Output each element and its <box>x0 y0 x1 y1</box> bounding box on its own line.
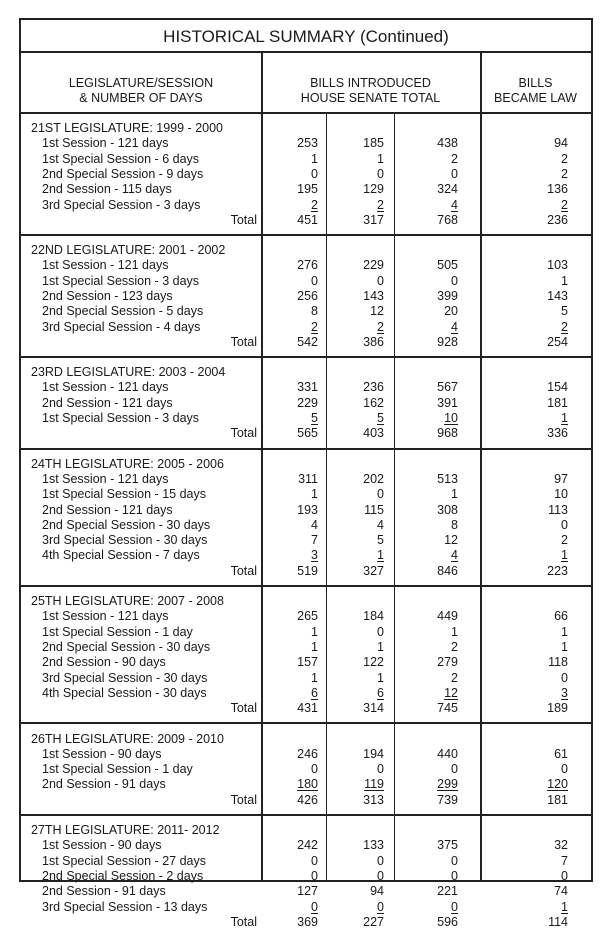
senate-count: 236 <box>363 380 384 395</box>
legislature-heading <box>21 243 591 258</box>
session-label: 3rd Special Session - 13 days <box>42 899 208 914</box>
table-row <box>21 396 591 411</box>
law-count: 181 <box>547 395 568 410</box>
law-total: 223 <box>547 563 568 578</box>
house-total: 565 <box>297 426 318 441</box>
session-label: 1st Session - 121 days <box>42 471 169 486</box>
legislature-title: 23RD LEGISLATURE: 2003 - 2004 <box>31 365 226 380</box>
house-count: 1 <box>311 624 318 639</box>
session-label: 4th Special Session - 7 days <box>42 548 200 563</box>
header-legislature-session <box>21 53 261 114</box>
session-label: 2nd Session - 90 days <box>42 655 166 670</box>
session-label: 2nd Special Session - 5 days <box>42 304 204 319</box>
column-divider <box>261 53 263 882</box>
senate-total: 227 <box>363 914 384 929</box>
senate-count: 185 <box>363 136 384 151</box>
law-count: 1 <box>561 899 568 914</box>
table-row <box>21 533 591 548</box>
law-count: 143 <box>547 288 568 303</box>
legislature-heading <box>21 823 591 838</box>
house-count: 5 <box>311 411 318 426</box>
law-count: 3 <box>561 685 568 700</box>
house-count: 3 <box>311 548 318 563</box>
total-count: 10 <box>444 411 458 426</box>
legislature-heading <box>21 121 591 136</box>
senate-total: 317 <box>363 212 384 227</box>
session-label: 2nd Session - 123 days <box>42 288 173 303</box>
table-row <box>21 380 591 395</box>
table-row <box>21 182 591 197</box>
senate-count: 122 <box>363 655 384 670</box>
house-count: 127 <box>297 884 318 899</box>
total-count: 12 <box>444 533 458 548</box>
house-count: 195 <box>297 182 318 197</box>
total-total: 968 <box>437 426 458 441</box>
header-col2-line1: BILLS INTRODUCED <box>310 76 431 90</box>
total-row <box>21 426 591 441</box>
house-count: 1 <box>311 151 318 166</box>
senate-count: 194 <box>363 746 384 761</box>
senate-count: 1 <box>377 670 384 685</box>
house-count: 0 <box>311 853 318 868</box>
table-row <box>21 320 591 335</box>
total-count: 513 <box>437 471 458 486</box>
senate-total: 386 <box>363 334 384 349</box>
law-count: 118 <box>548 655 568 670</box>
table-row <box>21 487 591 502</box>
senate-total: 313 <box>363 792 384 807</box>
total-count: 1 <box>451 487 458 502</box>
house-count: 253 <box>297 136 318 151</box>
house-count: 0 <box>311 273 318 288</box>
table-row <box>21 472 591 487</box>
legislature-section <box>21 816 591 938</box>
house-count: 229 <box>297 395 318 410</box>
total-count: 4 <box>451 319 458 334</box>
session-label: 1st Session - 90 days <box>42 838 162 853</box>
header-bills-introduced <box>261 53 480 114</box>
total-count: 449 <box>437 609 458 624</box>
house-count: 157 <box>297 655 318 670</box>
total-total: 745 <box>437 701 458 716</box>
session-label: 1st Session - 121 days <box>42 609 169 624</box>
session-label: 2nd Special Session - 9 days <box>42 166 204 181</box>
law-total: 114 <box>548 914 568 929</box>
law-count: 74 <box>554 884 568 899</box>
table-row <box>21 900 591 915</box>
session-label: 1st Session - 121 days <box>42 380 169 395</box>
session-label: 2nd Special Session - 2 days <box>42 868 204 883</box>
law-count: 94 <box>554 136 568 151</box>
table-row <box>21 686 591 701</box>
senate-count: 229 <box>363 258 384 273</box>
header-bills-became-law <box>480 53 591 114</box>
senate-count: 119 <box>364 777 384 792</box>
session-label: 3rd Special Session - 4 days <box>42 319 201 334</box>
total-count: 438 <box>437 136 458 151</box>
legislature-title: 26TH LEGISLATURE: 2009 - 2010 <box>31 731 224 746</box>
house-total: 542 <box>297 334 318 349</box>
table-row <box>21 609 591 624</box>
table-row <box>21 671 591 686</box>
session-label: 1st Special Session - 1 day <box>42 624 193 639</box>
total-count: 0 <box>451 853 458 868</box>
senate-count: 133 <box>363 838 384 853</box>
legislature-title: 24TH LEGISLATURE: 2005 - 2006 <box>31 456 224 471</box>
session-label: 1st Special Session - 6 days <box>42 151 200 166</box>
law-count: 1 <box>561 273 568 288</box>
total-count: 4 <box>451 197 458 212</box>
senate-count: 143 <box>363 288 384 303</box>
total-count: 567 <box>437 380 458 395</box>
header-col2-line2: HOUSE SENATE TOTAL <box>300 91 441 105</box>
total-count: 440 <box>437 746 458 761</box>
senate-count: 1 <box>377 639 384 654</box>
table-row <box>21 518 591 533</box>
table-row <box>21 152 591 167</box>
total-label: Total <box>230 426 257 441</box>
law-count: 103 <box>547 258 568 273</box>
total-total: 739 <box>437 792 458 807</box>
law-count: 0 <box>561 517 568 532</box>
law-count: 1 <box>561 548 568 563</box>
total-count: 399 <box>437 288 458 303</box>
law-count: 2 <box>561 166 568 181</box>
senate-count: 5 <box>377 533 384 548</box>
house-count: 265 <box>297 609 318 624</box>
house-total: 519 <box>297 563 318 578</box>
table-row <box>21 640 591 655</box>
total-count: 391 <box>437 395 458 410</box>
table-row <box>21 304 591 319</box>
law-count: 2 <box>561 197 568 212</box>
total-count: 505 <box>437 258 458 273</box>
law-count: 5 <box>561 304 568 319</box>
house-count: 0 <box>311 166 318 181</box>
senate-count: 0 <box>377 853 384 868</box>
session-label: 2nd Session - 121 days <box>42 395 173 410</box>
table-row <box>21 854 591 869</box>
session-label: 1st Session - 90 days <box>42 746 162 761</box>
legislature-title: 22ND LEGISLATURE: 2001 - 2002 <box>31 243 226 258</box>
session-label: 1st Session - 121 days <box>42 136 169 151</box>
law-count: 0 <box>561 762 568 777</box>
senate-count: 115 <box>364 502 384 517</box>
table-row <box>21 625 591 640</box>
legislature-section <box>21 587 591 724</box>
law-count: 1 <box>561 624 568 639</box>
house-count: 1 <box>311 670 318 685</box>
law-count: 0 <box>561 868 568 883</box>
total-count: 279 <box>437 655 458 670</box>
house-total: 369 <box>297 914 318 929</box>
session-label: 2nd Session - 91 days <box>42 777 166 792</box>
table-row <box>21 869 591 884</box>
senate-total: 314 <box>363 701 384 716</box>
session-label: 1st Special Session - 3 days <box>42 411 200 426</box>
session-label: 1st Special Session - 1 day <box>42 762 193 777</box>
senate-count: 0 <box>377 487 384 502</box>
house-count: 0 <box>311 899 318 914</box>
total-count: 0 <box>451 273 458 288</box>
legislature-section <box>21 725 591 817</box>
table-row <box>21 503 591 518</box>
total-count: 20 <box>444 304 458 319</box>
total-count: 299 <box>437 777 458 792</box>
house-count: 0 <box>311 762 318 777</box>
session-label: 1st Special Session - 27 days <box>42 853 206 868</box>
total-count: 4 <box>451 548 458 563</box>
session-label: 1st Session - 121 days <box>42 258 169 273</box>
law-count: 120 <box>547 777 568 792</box>
total-row <box>21 915 591 930</box>
legislature-title: 25TH LEGISLATURE: 2007 - 2008 <box>31 594 224 609</box>
law-count: 1 <box>561 639 568 654</box>
total-row <box>21 793 591 808</box>
table-row <box>21 548 591 563</box>
table-row <box>21 167 591 182</box>
senate-count: 0 <box>377 624 384 639</box>
column-divider <box>326 114 327 882</box>
total-count: 0 <box>451 762 458 777</box>
law-count: 10 <box>554 487 568 502</box>
page-title: HISTORICAL SUMMARY (Continued) <box>21 20 591 53</box>
total-row <box>21 701 591 716</box>
total-count: 324 <box>437 182 458 197</box>
table-row <box>21 838 591 853</box>
senate-count: 0 <box>377 868 384 883</box>
total-count: 308 <box>437 502 458 517</box>
session-label: 2nd Session - 115 days <box>42 182 172 197</box>
legislature-heading <box>21 594 591 609</box>
senate-count: 2 <box>377 319 384 334</box>
table-row <box>21 655 591 670</box>
total-total: 928 <box>437 334 458 349</box>
total-total: 846 <box>437 563 458 578</box>
total-label: Total <box>230 701 257 716</box>
law-total: 181 <box>547 792 568 807</box>
table-row <box>21 411 591 426</box>
law-count: 136 <box>547 182 568 197</box>
house-count: 331 <box>297 380 318 395</box>
table-row <box>21 136 591 151</box>
table-row <box>21 198 591 213</box>
house-count: 1 <box>311 639 318 654</box>
total-total: 596 <box>437 914 458 929</box>
legislature-section <box>21 114 591 236</box>
house-count: 246 <box>297 746 318 761</box>
total-row <box>21 213 591 228</box>
column-divider <box>394 114 395 882</box>
total-total: 768 <box>437 212 458 227</box>
senate-count: 12 <box>370 304 384 319</box>
house-count: 0 <box>311 868 318 883</box>
house-count: 242 <box>297 838 318 853</box>
law-count: 1 <box>561 411 568 426</box>
senate-count: 129 <box>363 182 384 197</box>
table-row <box>21 274 591 289</box>
total-count: 0 <box>451 899 458 914</box>
total-label: Total <box>230 563 257 578</box>
total-count: 12 <box>444 685 458 700</box>
table-row <box>21 289 591 304</box>
house-total: 431 <box>297 701 318 716</box>
senate-count: 2 <box>377 197 384 212</box>
total-count: 1 <box>451 624 458 639</box>
table-row <box>21 762 591 777</box>
house-count: 2 <box>311 197 318 212</box>
legislature-title: 27TH LEGISLATURE: 2011- 2012 <box>31 823 220 837</box>
total-label: Total <box>230 792 257 807</box>
senate-count: 184 <box>363 609 384 624</box>
legislature-heading <box>21 732 591 747</box>
session-label: 4th Special Session - 30 days <box>42 685 207 700</box>
total-label: Total <box>230 914 257 929</box>
session-label: 2nd Session - 91 days <box>42 884 166 899</box>
senate-total: 403 <box>363 426 384 441</box>
senate-count: 0 <box>377 899 384 914</box>
table-row <box>21 884 591 899</box>
legislature-section <box>21 236 591 358</box>
house-count: 6 <box>311 685 318 700</box>
law-count: 0 <box>561 670 568 685</box>
law-count: 7 <box>561 853 568 868</box>
session-label: 3rd Special Session - 30 days <box>42 670 208 685</box>
total-count: 2 <box>451 670 458 685</box>
session-label: 2nd Session - 121 days <box>42 502 173 517</box>
law-count: 2 <box>561 533 568 548</box>
law-count: 32 <box>554 838 568 853</box>
senate-count: 0 <box>377 762 384 777</box>
senate-count: 6 <box>377 685 384 700</box>
senate-count: 4 <box>377 517 384 532</box>
header-col1-line1: LEGISLATURE/SESSION <box>68 76 214 90</box>
total-label: Total <box>230 212 257 227</box>
legislature-heading <box>21 457 591 472</box>
house-count: 7 <box>311 533 318 548</box>
law-total: 189 <box>547 701 568 716</box>
table-row <box>21 258 591 273</box>
law-total: 254 <box>547 334 568 349</box>
total-row <box>21 564 591 579</box>
house-count: 4 <box>311 517 318 532</box>
house-total: 451 <box>297 212 318 227</box>
senate-count: 1 <box>377 548 384 563</box>
senate-count: 202 <box>363 471 384 486</box>
law-count: 2 <box>561 319 568 334</box>
legislature-heading <box>21 365 591 380</box>
senate-count: 0 <box>377 166 384 181</box>
senate-count: 162 <box>363 395 384 410</box>
session-label: 2nd Special Session - 30 days <box>42 517 211 532</box>
table-row <box>21 777 591 792</box>
house-total: 426 <box>297 792 318 807</box>
session-label: 3rd Special Session - 3 days <box>42 197 201 212</box>
house-count: 256 <box>297 288 318 303</box>
house-count: 193 <box>297 502 318 517</box>
summary-table <box>19 18 593 929</box>
total-count: 8 <box>451 517 458 532</box>
house-count: 311 <box>298 471 318 486</box>
session-label: 3rd Special Session - 30 days <box>42 533 208 548</box>
law-count: 61 <box>554 746 568 761</box>
total-count: 221 <box>437 884 458 899</box>
senate-count: 0 <box>377 273 384 288</box>
house-count: 180 <box>297 777 318 792</box>
total-count: 0 <box>451 868 458 883</box>
total-count: 0 <box>451 166 458 181</box>
law-count: 154 <box>547 380 568 395</box>
legislature-section <box>21 450 591 587</box>
law-count: 2 <box>561 151 568 166</box>
senate-count: 94 <box>370 884 384 899</box>
house-count: 8 <box>311 304 318 319</box>
house-count: 1 <box>311 487 318 502</box>
senate-total: 327 <box>363 563 384 578</box>
table-row <box>21 747 591 762</box>
column-divider <box>480 53 482 882</box>
header-col3-line1: BILLS <box>518 76 553 90</box>
total-label: Total <box>230 334 257 349</box>
session-label: 1st Special Session - 15 days <box>42 487 206 502</box>
session-label: 1st Special Session - 3 days <box>42 273 200 288</box>
senate-count: 1 <box>377 151 384 166</box>
total-row <box>21 335 591 350</box>
law-total: 336 <box>547 426 568 441</box>
legislature-title: 21ST LEGISLATURE: 1999 - 2000 <box>31 121 224 135</box>
law-count: 66 <box>554 609 568 624</box>
legislature-section <box>21 358 591 450</box>
header-col3-line2: BECAME LAW <box>494 91 577 105</box>
session-label: 2nd Special Session - 30 days <box>42 639 211 654</box>
law-total: 236 <box>547 212 568 227</box>
law-count: 113 <box>548 502 568 517</box>
header-col1-line2: & NUMBER OF DAYS <box>79 91 203 105</box>
total-count: 2 <box>451 639 458 654</box>
total-count: 2 <box>451 151 458 166</box>
law-count: 97 <box>554 471 568 486</box>
house-count: 2 <box>311 319 318 334</box>
house-count: 276 <box>297 258 318 273</box>
total-count: 375 <box>437 838 458 853</box>
senate-count: 5 <box>377 411 384 426</box>
